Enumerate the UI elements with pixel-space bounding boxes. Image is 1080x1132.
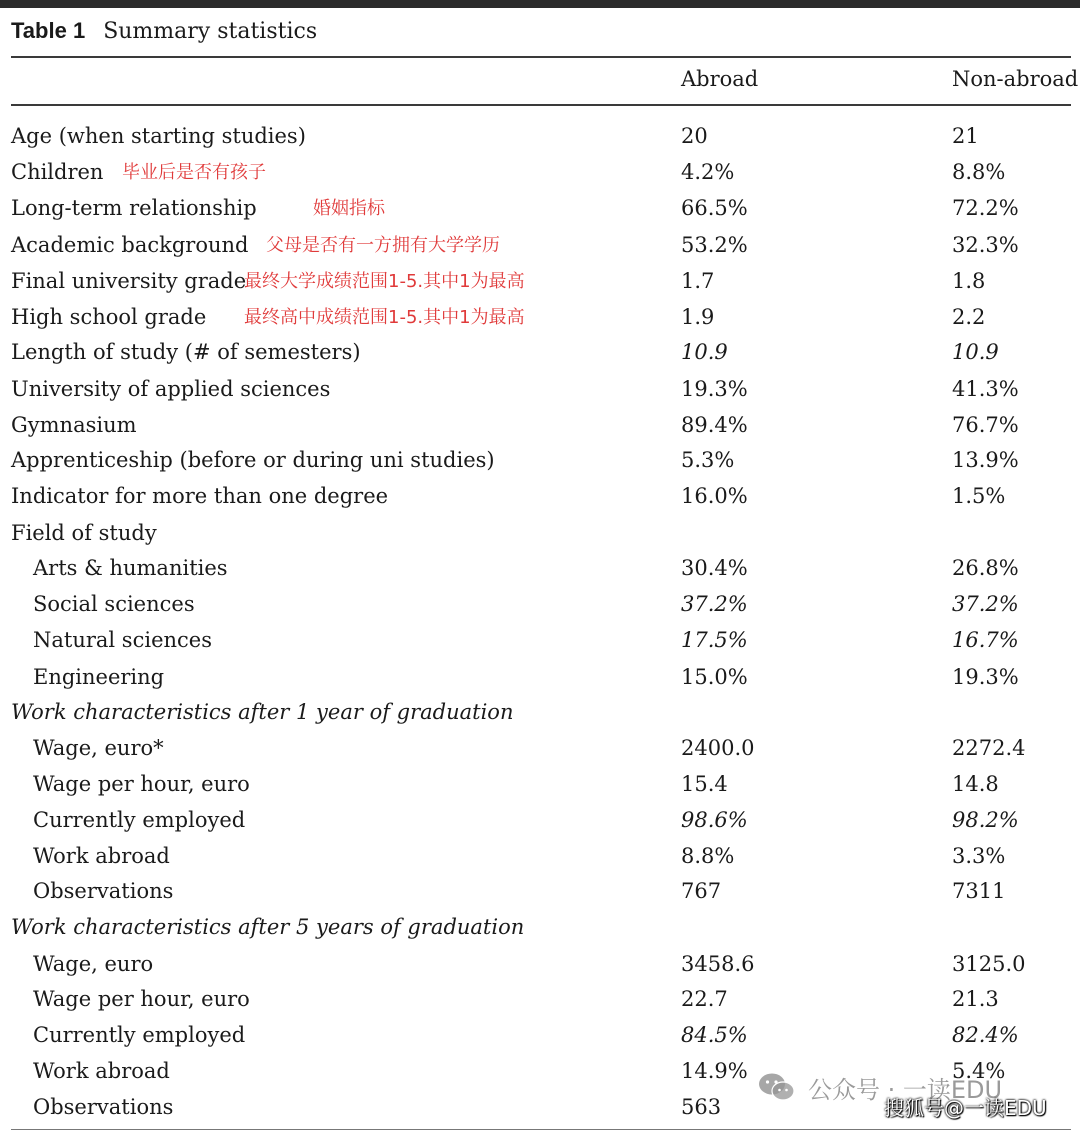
row-label: Arts & humanities (33, 556, 228, 580)
table-row (0, 982, 1080, 1018)
abroad-value: 84.5% (681, 1023, 748, 1047)
abroad-value: 89.4% (681, 413, 748, 437)
abroad-value: 5.3% (681, 448, 735, 472)
row-label: Field of study (11, 521, 157, 545)
row-label: Work characteristics after 1 year of graduation (11, 700, 514, 724)
row-label: Observations (33, 879, 174, 903)
abroad-value: 37.2% (681, 592, 748, 616)
abroad-value: 15.0% (681, 665, 748, 689)
non-abroad-value: 13.9% (952, 448, 1019, 472)
non-abroad-value: 14.8 (952, 772, 999, 796)
non-abroad-value: 2.2 (952, 305, 986, 329)
table-title: Summary statistics (103, 19, 318, 44)
table-row (0, 1018, 1080, 1054)
abroad-value: 1.9 (681, 305, 715, 329)
row-label: Wage, euro* (33, 736, 164, 760)
table-caption (11, 16, 317, 47)
row-label: Wage, euro (33, 952, 154, 976)
row-label: Academic background (11, 233, 249, 257)
abroad-value: 16.0% (681, 484, 748, 508)
row-label: University of applied sciences (11, 377, 331, 401)
row-label: Currently employed (33, 1023, 246, 1047)
table-top-rule (11, 56, 1071, 58)
table-row (0, 119, 1080, 155)
abroad-value: 14.9% (681, 1059, 748, 1083)
row-label: Final university grade (11, 269, 247, 293)
non-abroad-value: 3.3% (952, 844, 1006, 868)
non-abroad-value: 21.3 (952, 987, 999, 1011)
abroad-value: 30.4% (681, 556, 748, 580)
abroad-value: 15.4 (681, 772, 728, 796)
abroad-value: 10.9 (681, 340, 728, 364)
column-header-abroad: Abroad (681, 67, 759, 91)
row-label: Apprenticeship (before or during uni studies) (11, 448, 495, 472)
non-abroad-value: 21 (952, 124, 979, 148)
non-abroad-value: 5.4% (952, 1059, 1006, 1083)
row-label: Work abroad (33, 844, 170, 868)
annotation-note: 婚姻指标 (313, 198, 385, 219)
non-abroad-value: 26.8% (952, 556, 1019, 580)
abroad-value: 22.7 (681, 987, 728, 1011)
table-row (0, 372, 1080, 408)
table-row (0, 767, 1080, 803)
table-row (0, 191, 1080, 227)
non-abroad-value: 10.9 (952, 340, 999, 364)
non-abroad-value: 72.2% (952, 196, 1019, 220)
column-header-non-abroad: Non-abroad (952, 67, 1079, 91)
abroad-value: 8.8% (681, 844, 735, 868)
table-number: Table 1 (11, 18, 86, 43)
row-label: Work characteristics after 5 years of graduation (11, 915, 525, 939)
abroad-value: 2400.0 (681, 736, 755, 760)
table-group-heading (0, 516, 1080, 552)
row-label: Work abroad (33, 1059, 170, 1083)
non-abroad-value: 41.3% (952, 377, 1019, 401)
table-row (0, 874, 1080, 910)
row-label: Engineering (33, 665, 165, 689)
abroad-value: 20 (681, 124, 708, 148)
annotation-note: 最终大学成绩范围1-5.其中1为最高 (244, 271, 525, 292)
non-abroad-value: 98.2% (952, 808, 1019, 832)
table-row (0, 155, 1080, 191)
non-abroad-value: 1.5% (952, 484, 1006, 508)
row-label: Natural sciences (33, 628, 212, 652)
non-abroad-value: 32.3% (952, 233, 1019, 257)
table-row (0, 228, 1080, 264)
annotation-note: 毕业后是否有孩子 (122, 162, 266, 183)
non-abroad-value: 16.7% (952, 628, 1019, 652)
sohu-watermark: 搜狐号@一读EDU (884, 1096, 1047, 1120)
table-row (0, 839, 1080, 875)
table-row (0, 408, 1080, 444)
row-label: Social sciences (33, 592, 195, 616)
table-row (0, 660, 1080, 696)
table-bottom-rule (11, 1129, 1071, 1130)
row-label: Age (when starting studies) (11, 124, 306, 148)
abroad-value: 563 (681, 1095, 722, 1119)
row-label: Children (11, 160, 104, 184)
table-row (0, 587, 1080, 623)
abroad-value: 98.6% (681, 808, 748, 832)
row-label: Indicator for more than one degree (11, 484, 389, 508)
row-label: Long-term relationship (11, 196, 257, 220)
table-row (0, 479, 1080, 515)
abroad-value: 4.2% (681, 160, 735, 184)
abroad-value: 19.3% (681, 377, 748, 401)
table-section-heading (0, 695, 1080, 731)
row-label: High school grade (11, 305, 207, 329)
table-row (0, 300, 1080, 336)
non-abroad-value: 82.4% (952, 1023, 1019, 1047)
table-header-rule (11, 104, 1071, 106)
row-label: Gymnasium (11, 413, 137, 437)
non-abroad-value: 76.7% (952, 413, 1019, 437)
annotation-note: 最终高中成绩范围1-5.其中1为最高 (244, 307, 525, 328)
non-abroad-value: 7311 (952, 879, 1006, 903)
abroad-value: 17.5% (681, 628, 748, 652)
table-row (0, 443, 1080, 479)
non-abroad-value: 8.8% (952, 160, 1006, 184)
annotation-note: 父母是否有一方拥有大学学历 (266, 235, 500, 256)
non-abroad-value: 19.3% (952, 665, 1019, 689)
wechat-icon (758, 1072, 796, 1102)
abroad-value: 3458.6 (681, 952, 755, 976)
table-row (0, 803, 1080, 839)
table-row (0, 335, 1080, 371)
row-label: Currently employed (33, 808, 246, 832)
non-abroad-value: 3125.0 (952, 952, 1026, 976)
non-abroad-value: 37.2% (952, 592, 1019, 616)
non-abroad-value: 2272.4 (952, 736, 1026, 760)
viewer-top-bar (0, 0, 1080, 8)
wechat-watermark-text: 公众号 · 一读EDU (808, 1075, 1003, 1104)
table-row (0, 731, 1080, 767)
abroad-value: 53.2% (681, 233, 748, 257)
abroad-value: 1.7 (681, 269, 715, 293)
table-section-heading (0, 910, 1080, 946)
row-label: Observations (33, 1095, 174, 1119)
row-label: Wage per hour, euro (33, 772, 250, 796)
table-row (0, 264, 1080, 300)
abroad-value: 767 (681, 879, 722, 903)
table-row (0, 623, 1080, 659)
row-label: Length of study (# of semesters) (11, 340, 361, 364)
table-row (0, 551, 1080, 587)
table-row (0, 947, 1080, 983)
row-label: Wage per hour, euro (33, 987, 250, 1011)
non-abroad-value: 1.8 (952, 269, 986, 293)
abroad-value: 66.5% (681, 196, 748, 220)
